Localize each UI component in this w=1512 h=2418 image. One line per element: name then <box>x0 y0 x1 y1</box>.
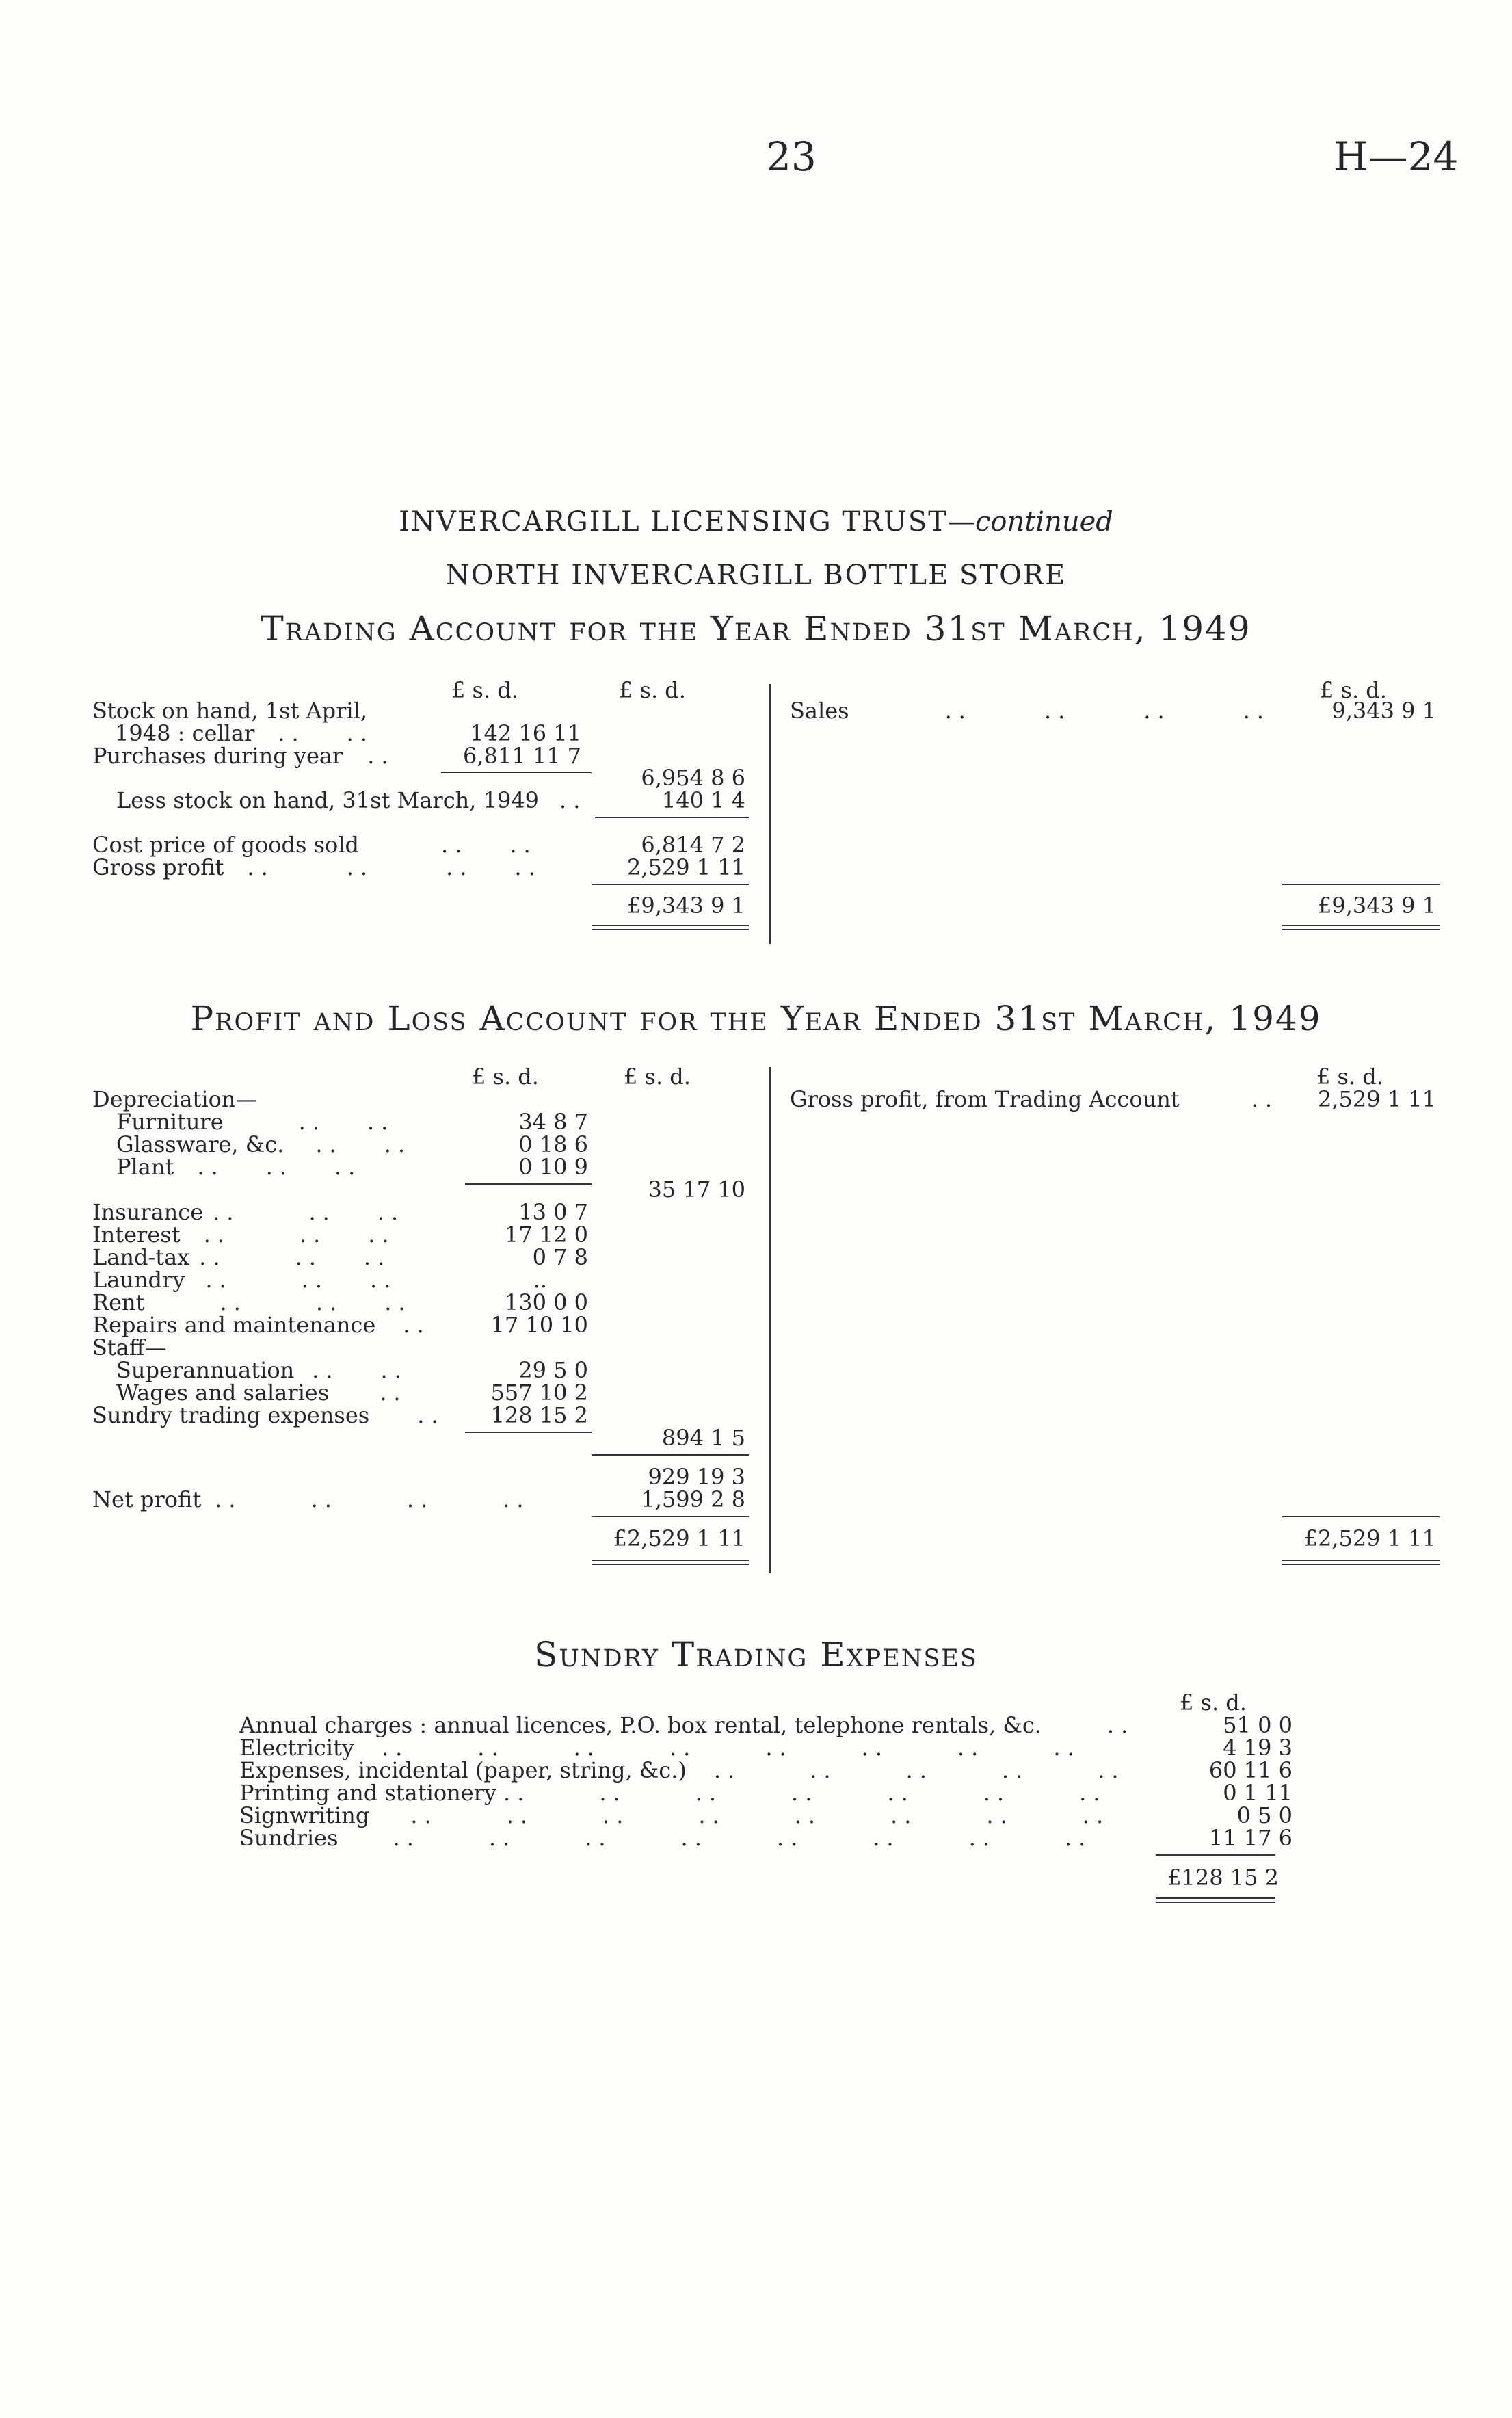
trust-title: INVERCARGILL LICENSING TRUST—continued <box>399 506 1113 538</box>
sundry-row-value: 51 0 0 <box>1223 1712 1292 1738</box>
cost-price-label: Cost price of goods sold .. .. <box>92 832 538 858</box>
rent-value: 130 0 0 <box>504 1289 588 1315</box>
pl-total-left: £2,529 1 11 <box>613 1525 745 1551</box>
sundry-row-label: Annual charges : annual licences, P.O. box rental, telephone rentals, &c. .. <box>239 1712 1135 1738</box>
pl-lsd-header-1: £ s. d. <box>472 1064 539 1090</box>
plant-value: 0 10 9 <box>518 1154 588 1180</box>
gross-profit-value: 2,529 1 11 <box>626 854 745 880</box>
sundry-row-value: 0 5 0 <box>1236 1802 1292 1828</box>
purchases-label: Purchases during year .. <box>92 743 395 769</box>
trading-total-right: £9,343 9 1 <box>1317 893 1436 919</box>
furniture-label: Furniture .. .. <box>116 1109 395 1135</box>
trading-lsd-header-1: £ s. d. <box>451 677 518 703</box>
pl-lsd-header-2: £ s. d. <box>624 1064 691 1090</box>
superannuation-label: Superannuation .. .. <box>116 1357 408 1383</box>
glassware-label: Glassware, &c. .. .. <box>116 1131 412 1157</box>
trading-total-left: £9,343 9 1 <box>626 893 745 919</box>
plant-label: Plant .. .. .. <box>116 1154 362 1180</box>
superannuation-value: 29 5 0 <box>518 1357 588 1383</box>
trading-subtotal: 6,954 8 6 <box>641 765 745 791</box>
sundry-row-label: Electricity .. .. .. .. .. .. .. .. <box>239 1735 1081 1761</box>
interest-value: 17 12 0 <box>504 1222 588 1248</box>
expenses-group-total: 894 1 5 <box>661 1425 745 1451</box>
sundry-row-value: 11 17 6 <box>1208 1825 1292 1851</box>
wages-label: Wages and salaries .. <box>116 1380 408 1406</box>
repairs-value: 17 10 10 <box>490 1312 588 1338</box>
pl-lsd-header-right: £ s. d. <box>1316 1064 1383 1090</box>
furniture-value: 34 8 7 <box>518 1109 588 1135</box>
expenses-sum-total: 929 19 3 <box>648 1464 745 1490</box>
stock-label-line2: 1948 : cellar .. .. <box>115 720 374 746</box>
interest-label: Interest .. .. .. <box>92 1222 396 1248</box>
sundry-expenses-title: Sundry Trading Expenses <box>534 1635 978 1674</box>
laundry-value: .. <box>533 1267 547 1293</box>
depreciation-total: 35 17 10 <box>648 1177 745 1203</box>
stock-label-line1: Stock on hand, 1st April, <box>92 698 368 724</box>
gross-profit-label: Gross profit .. .. .. .. <box>92 854 542 880</box>
sundry-row-label: Expenses, incidental (paper, string, &c.) .. .. .. .. .. <box>239 1757 1126 1783</box>
insurance-value: 13 0 7 <box>518 1199 588 1225</box>
pl-gross-profit-label: Gross profit, from Trading Account .. <box>790 1086 1279 1112</box>
page-reference: H—24 <box>1334 133 1459 180</box>
less-stock-value: 140 1 4 <box>661 787 745 813</box>
trading-lsd-header-2: £ s. d. <box>619 677 686 703</box>
sundry-row-label: Sundries .. .. .. .. .. .. .. .. <box>239 1825 1093 1851</box>
staff-label: Staff— <box>92 1335 167 1361</box>
depreciation-label: Depreciation— <box>92 1086 258 1112</box>
sundry-row-label: Signwriting .. .. .. .. .. .. .. .. <box>239 1802 1111 1828</box>
sundry-lsd-header: £ s. d. <box>1180 1690 1247 1716</box>
cost-price-value: 6,814 7 2 <box>641 832 745 858</box>
laundry-label: Laundry .. .. .. <box>92 1267 398 1293</box>
less-stock-label: Less stock on hand, 31st March, 1949 .. <box>116 787 587 813</box>
purchases-value: 6,811 11 7 <box>462 743 581 769</box>
net-profit-value: 1,599 2 8 <box>641 1486 745 1512</box>
sundry-row-value: 60 11 6 <box>1208 1757 1292 1783</box>
sundry-row-label: Printing and stationery .. .. .. .. .. .. .. <box>239 1780 1107 1806</box>
sundry-trading-label: Sundry trading expenses .. <box>92 1402 445 1428</box>
sales-value: 9,343 9 1 <box>1331 698 1436 724</box>
glassware-value: 0 18 6 <box>518 1131 588 1157</box>
sundry-row-value: 0 1 11 <box>1223 1780 1292 1806</box>
sundry-trading-value: 128 15 2 <box>490 1402 588 1428</box>
store-title: NORTH INVERCARGILL BOTTLE STORE <box>445 560 1067 591</box>
wages-value: 557 10 2 <box>490 1380 588 1406</box>
sundry-row-value: 4 19 3 <box>1223 1735 1292 1761</box>
insurance-label: Insurance .. .. .. <box>92 1199 406 1225</box>
page-number: 23 <box>766 133 817 180</box>
trading-account-title: Trading Account for the Year Ended 31st March, 1949 <box>261 609 1251 648</box>
rent-label: Rent .. .. .. <box>92 1289 412 1315</box>
stock-value: 142 16 11 <box>470 720 581 746</box>
repairs-label: Repairs and maintenance .. <box>92 1312 431 1338</box>
sales-label: Sales .. .. .. .. <box>790 698 1271 724</box>
trading-lsd-header-right: £ s. d. <box>1320 677 1387 703</box>
landtax-value: 0 7 8 <box>532 1244 588 1270</box>
profit-loss-title: Profit and Loss Account for the Year Ended 31st March, 1949 <box>190 999 1322 1038</box>
net-profit-label: Net profit .. .. .. .. <box>92 1486 531 1512</box>
sundry-total: £128 15 2 <box>1167 1865 1279 1891</box>
pl-total-right: £2,529 1 11 <box>1303 1525 1436 1551</box>
pl-gross-profit-value: 2,529 1 11 <box>1317 1086 1436 1112</box>
landtax-label: Land-tax .. .. .. <box>92 1244 392 1270</box>
